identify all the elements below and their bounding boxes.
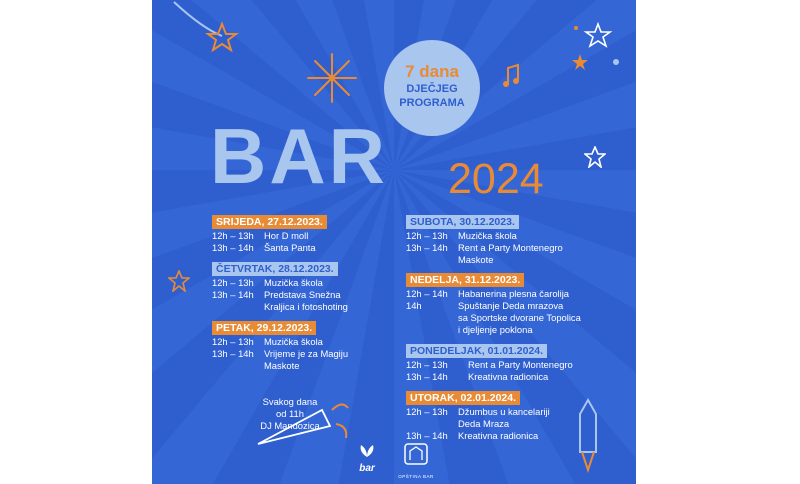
entry-time: 13h – 14h <box>406 430 448 441</box>
entry-activity: Rent a Party Montenegro <box>458 242 563 253</box>
entry-time: 12h – 13h <box>406 230 448 241</box>
poster <box>152 0 636 484</box>
entry-time: 13h – 14h <box>212 348 254 359</box>
entry-time: 12h – 13h <box>212 277 254 288</box>
entry-activity-continued: Kraljica i fotoshoting <box>264 301 348 312</box>
entry-activity-continued: Maskote <box>264 360 300 371</box>
municipality-crest <box>394 442 438 479</box>
day-block <box>406 388 550 442</box>
entry-activity: Habanerina plesna čarolija <box>458 288 570 299</box>
entry-time: 12h – 14h <box>406 288 448 299</box>
entry-time: 13h – 14h <box>406 242 448 253</box>
day-title: SRIJEDA, 27.12.2023. <box>212 215 327 229</box>
music-note-icon <box>500 62 522 90</box>
entry-activity: Kreativna radionica <box>458 430 539 441</box>
shooting-star-icon <box>172 0 252 60</box>
entry-activity-continued: sa Sportske dvorane Topolica <box>458 312 581 323</box>
confetti-icon <box>570 16 626 76</box>
day-title: NEDELJA, 31.12.2023. <box>406 273 524 287</box>
entry-time: 12h – 13h <box>406 406 448 417</box>
leaf-icon <box>357 444 377 458</box>
entry-activity: Spuštanje Deda mrazova <box>458 300 564 311</box>
day-title: SUBOTA, 30.12.2023. <box>406 215 519 229</box>
daily-note-line1: Svakog dana <box>262 396 318 407</box>
entry-time: 13h – 14h <box>406 371 448 382</box>
entry-time: 12h – 13h <box>212 336 254 347</box>
brand-title: BAR <box>210 112 388 200</box>
entry-activity: Predstava Snežna <box>264 289 341 300</box>
entry-activity: Kreativna radionica <box>468 371 549 382</box>
entry-activity: Vrijeme je za Magiju <box>264 348 349 359</box>
crest-caption: OPŠTINA BAR <box>398 474 434 479</box>
entry-time: 14h <box>406 300 422 311</box>
entry-activity: Džumbus u kancelariji <box>458 406 550 417</box>
entry-activity: Rent a Party Montenegro <box>468 359 573 370</box>
rocket-icon <box>568 396 608 476</box>
star-icon <box>584 146 606 168</box>
days-badge-line3: PROGRAMA <box>399 97 465 109</box>
entry-activity-continued: Deda Mraza <box>458 418 510 429</box>
bar-wordmark: bar <box>359 463 375 474</box>
brand-year: 2024 <box>448 155 544 203</box>
day-block <box>212 259 348 313</box>
entry-activity: Muzička škola <box>264 277 323 288</box>
entry-time: 13h – 14h <box>212 289 254 300</box>
day-title: ČETVRTAK, 28.12.2023. <box>212 262 338 276</box>
entry-activity: Muzička škola <box>458 230 517 241</box>
entry-activity: Muzička škola <box>264 336 323 347</box>
daily-note <box>242 396 338 432</box>
entry-time: 12h – 13h <box>406 359 448 370</box>
star-icon <box>168 270 190 292</box>
days-badge-line2: DJEČJEG <box>406 83 458 95</box>
entry-time: 12h – 13h <box>212 230 254 241</box>
entry-activity: Hor D moll <box>264 230 309 241</box>
daily-note-line2: od 11h <box>276 408 304 419</box>
bar-tourism-logo <box>352 444 382 474</box>
day-title: UTORAK, 02.01.2024. <box>406 391 520 405</box>
entry-activity-continued: Maskote <box>458 254 494 265</box>
day-block <box>212 212 327 254</box>
day-block <box>406 270 581 336</box>
entry-time: 13h – 14h <box>212 242 254 253</box>
crest-icon <box>401 442 431 468</box>
day-title: PONEDELJAK, 01.01.2024. <box>406 344 547 358</box>
fireworks-icon <box>302 48 362 108</box>
day-block <box>406 212 563 266</box>
days-badge-count: 7 dana <box>405 62 459 81</box>
entry-activity-continued: i djeljenje poklona <box>458 324 533 335</box>
days-badge <box>384 40 480 136</box>
day-title: PETAK, 29.12.2023. <box>212 321 316 335</box>
entry-activity: Šanta Panta <box>264 242 316 253</box>
daily-note-line3: DJ Mandozica <box>260 420 320 431</box>
day-block <box>406 341 573 383</box>
day-block <box>212 318 348 372</box>
